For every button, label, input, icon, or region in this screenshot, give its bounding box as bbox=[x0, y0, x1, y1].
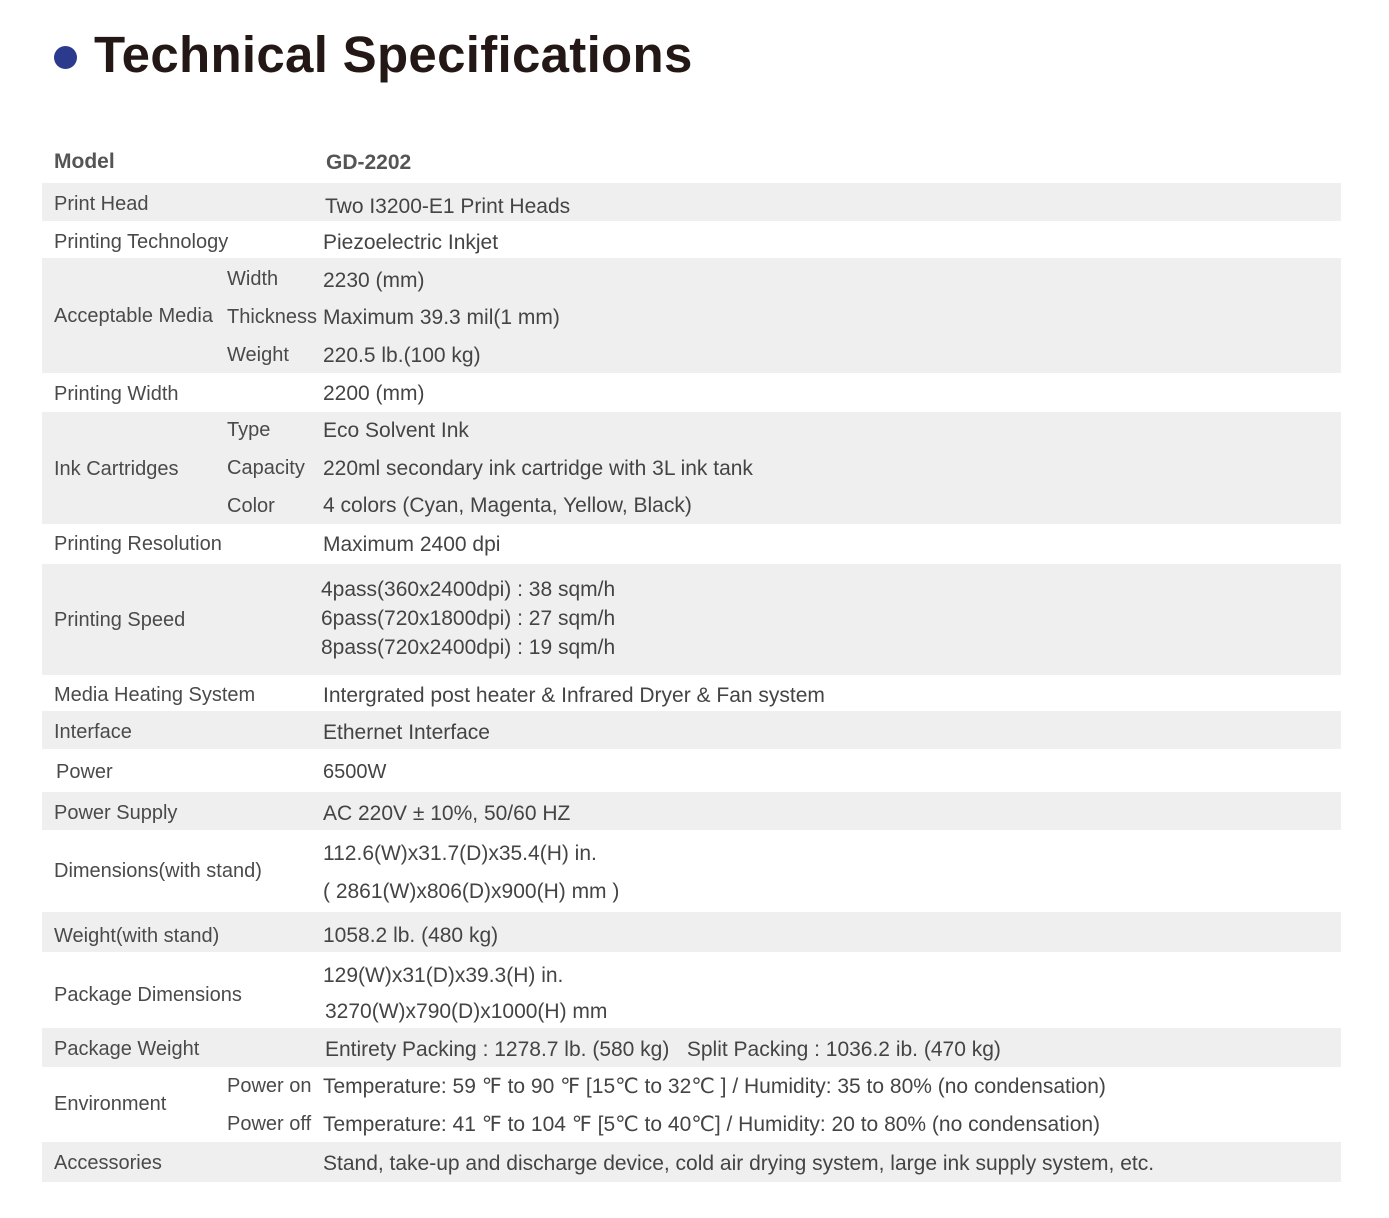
bullet-icon bbox=[54, 46, 77, 69]
row-label: Printing Speed bbox=[54, 609, 186, 631]
row-label: Interface bbox=[54, 721, 132, 743]
table-row-printing-technology bbox=[42, 221, 1341, 258]
sub-label: Width bbox=[227, 268, 279, 290]
table-row-accessories bbox=[42, 1142, 1341, 1182]
row-value-line: 8pass(720x2400dpi) : 19 sqm/h bbox=[321, 636, 616, 659]
page-heading bbox=[54, 22, 693, 86]
table-row-package-dimensions bbox=[42, 952, 1341, 1028]
sub-value: 2230 (mm) bbox=[323, 269, 425, 292]
sub-label: Type bbox=[227, 419, 271, 441]
row-label: Acceptable Media bbox=[54, 305, 213, 327]
table-row-environment bbox=[42, 1067, 1341, 1142]
row-label: Ink Cartridges bbox=[54, 458, 179, 480]
row-label: Media Heating System bbox=[54, 684, 256, 706]
table-row-power bbox=[42, 749, 1341, 792]
table-row-printing-resolution bbox=[42, 524, 1341, 564]
sub-value: 220ml secondary ink cartridge with 3L ink tank bbox=[323, 457, 753, 480]
row-value: Intergrated post heater & Infrared Dryer & Fan system bbox=[323, 684, 825, 707]
row-value: Stand, take-up and discharge device, cold air drying system, large ink supply system, etc. bbox=[323, 1152, 1155, 1175]
table-row-interface bbox=[42, 711, 1341, 749]
row-label: Package Weight bbox=[54, 1038, 200, 1060]
table-row-media-heating bbox=[42, 675, 1341, 711]
row-value: 6500W bbox=[323, 761, 387, 783]
row-label: Printing Resolution bbox=[54, 533, 222, 555]
table-row-ink-cartridges bbox=[42, 412, 1341, 524]
sub-value: Temperature: 41 ℉ to 104 ℉ [5℃ to 40℃] / Humidity: 20 to 80% (no condensation) bbox=[323, 1113, 1101, 1136]
row-value-line: 4pass(360x2400dpi) : 38 sqm/h bbox=[321, 578, 616, 601]
table-row-print-head bbox=[42, 183, 1341, 221]
row-label: Environment bbox=[54, 1093, 167, 1115]
row-label: Power bbox=[56, 761, 113, 783]
model-label: Model bbox=[54, 150, 115, 173]
table-row-printing-width bbox=[42, 373, 1341, 412]
table-row-acceptable-media bbox=[42, 258, 1341, 373]
row-label: Printing Technology bbox=[54, 231, 229, 253]
sub-label: Thickness bbox=[227, 306, 318, 328]
row-value: Two I3200-E1 Print Heads bbox=[325, 195, 571, 218]
sub-value: Maximum 39.3 mil(1 mm) bbox=[323, 306, 560, 329]
row-value: 1058.2 lb. (480 kg) bbox=[323, 924, 499, 947]
sub-value: Eco Solvent Ink bbox=[323, 419, 469, 442]
row-label: Accessories bbox=[54, 1152, 162, 1174]
row-value: Piezoelectric Inkjet bbox=[323, 231, 499, 254]
row-value: Entirety Packing : 1278.7 lb. (580 kg) Split Packing : 1036.2 ib. (470 kg) bbox=[325, 1038, 1001, 1061]
row-label: Print Head bbox=[54, 193, 149, 215]
row-value: AC 220V ± 10%, 50/60 HZ bbox=[323, 802, 571, 825]
row-label: Weight(with stand) bbox=[54, 925, 220, 947]
model-value: GD-2202 bbox=[326, 151, 412, 174]
row-label: Package Dimensions bbox=[54, 984, 242, 1006]
sub-value: Temperature: 59 ℉ to 90 ℉ [15℃ to 32℃ ] / Humidity: 35 to 80% (no condensation) bbox=[323, 1075, 1106, 1098]
row-value-line: ( 2861(W)x806(D)x900(H) mm ) bbox=[323, 880, 620, 903]
sub-label: Power off bbox=[227, 1113, 312, 1135]
row-value-line: 112.6(W)x31.7(D)x35.4(H) in. bbox=[323, 842, 597, 865]
sub-label: Color bbox=[227, 495, 275, 517]
sub-value: 4 colors (Cyan, Magenta, Yellow, Black) bbox=[323, 494, 692, 517]
table-row-package-weight bbox=[42, 1028, 1341, 1067]
sub-label: Power on bbox=[227, 1075, 312, 1097]
row-label: Power Supply bbox=[54, 802, 178, 824]
sub-label: Weight bbox=[227, 344, 289, 366]
row-label: Printing Width bbox=[54, 383, 179, 405]
table-row-weight bbox=[42, 912, 1341, 952]
table-header-row bbox=[42, 140, 1341, 182]
sub-label: Capacity bbox=[227, 457, 305, 479]
row-value: 2200 (mm) bbox=[323, 382, 425, 405]
table-row-dimensions bbox=[42, 830, 1341, 912]
row-value: Ethernet Interface bbox=[323, 721, 490, 744]
row-value: Maximum 2400 dpi bbox=[323, 533, 501, 556]
row-value-line: 129(W)x31(D)x39.3(H) in. bbox=[323, 964, 564, 987]
row-value-line: 3270(W)x790(D)x1000(H) mm bbox=[325, 1000, 608, 1023]
sub-value: 220.5 lb.(100 kg) bbox=[323, 344, 481, 367]
table-row-power-supply bbox=[42, 792, 1341, 830]
row-label: Dimensions(with stand) bbox=[54, 860, 262, 882]
row-value-line: 6pass(720x1800dpi) : 27 sqm/h bbox=[321, 607, 616, 630]
table-row-printing-speed bbox=[42, 564, 1341, 675]
page-title: Technical Specifications bbox=[94, 25, 693, 83]
